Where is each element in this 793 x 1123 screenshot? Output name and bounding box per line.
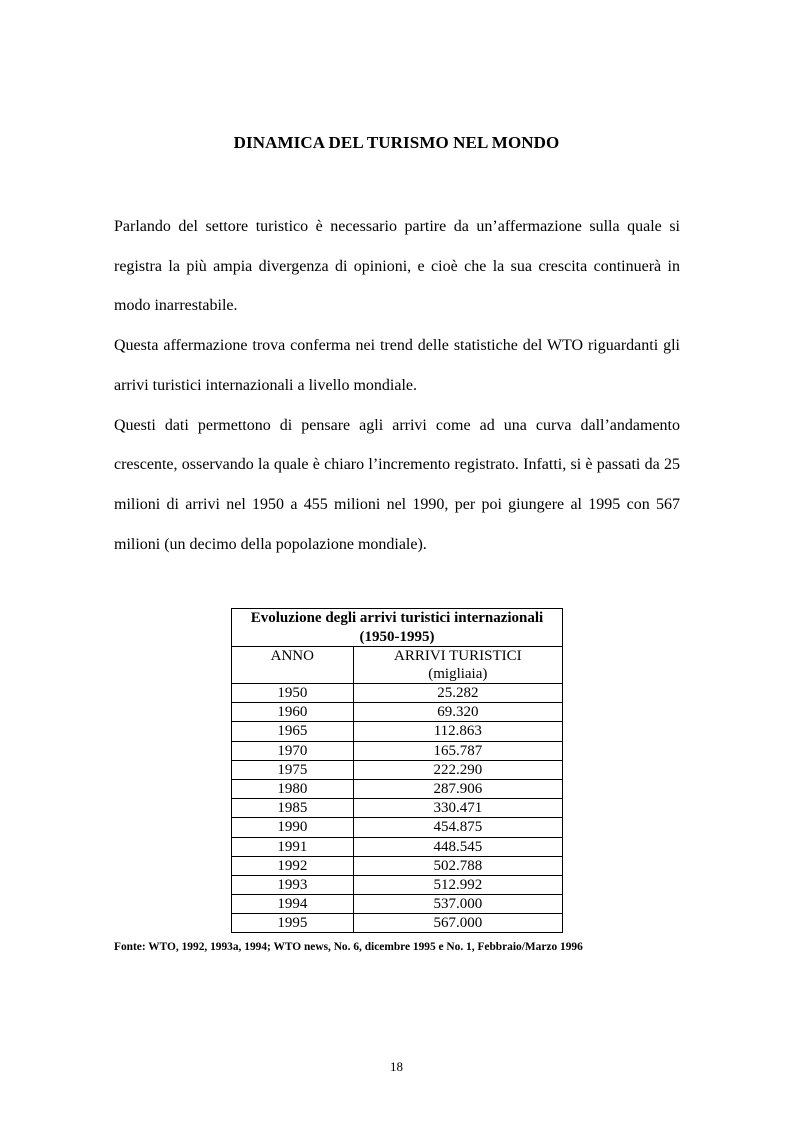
table-caption [232,609,563,647]
arrivals-cell: 222.290 [353,760,562,779]
column-header-year: ANNO [232,647,354,684]
arrivals-cell: 454.875 [353,818,562,837]
table-caption-period: (1950-1995) [359,628,435,645]
year-cell: 1995 [232,914,354,933]
paragraph-3: Questi dati permettono di pensare agli arrivi come ad una curva dall’andamento crescente, osservando la quale è chiaro l’incremento registrato. Infatti, si è passati da 25 milioni di arrivi nel 1950 a 455 milioni nel 1990, per poi giungere al 1995 con 567 milioni (un decimo della popolazione mondiale). [114,416,680,553]
year-cell: 1990 [232,818,354,837]
table-row [232,779,563,798]
table-row [232,895,563,914]
arrivals-cell: 112.863 [353,722,562,741]
arrivals-cell: 330.471 [353,799,562,818]
table-row [232,760,563,779]
year-cell: 1980 [232,779,354,798]
arrivals-cell: 25.282 [353,684,562,703]
year-cell: 1975 [232,760,354,779]
source-note: Fonte: WTO, 1992, 1993a, 1994; WTO news, No. 6, dicembre 1995 e No. 1, Febbraio/Marzo 1996 [114,941,583,953]
table-caption-title: Evoluzione degli arrivi turistici internazionali [250,610,544,626]
column-header-arrivals [353,647,562,684]
arrivals-cell: 512.992 [353,875,562,894]
year-cell: 1950 [232,684,354,703]
year-cell: 1965 [232,722,354,741]
arrivals-table-container [231,608,563,933]
table-row [232,875,563,894]
table-row [232,856,563,875]
arrivals-cell: 287.906 [353,779,562,798]
table-row [232,684,563,703]
arrivals-cell: 448.545 [353,837,562,856]
year-cell: 1960 [232,703,354,722]
table-row [232,818,563,837]
table-row [232,799,563,818]
year-cell: 1970 [232,741,354,760]
arrivals-cell: 537.000 [353,895,562,914]
arrivals-cell: 69.320 [353,703,562,722]
year-cell: 1985 [232,799,354,818]
paragraph-1: Parlando del settore turistico è necessario partire da un’affermazione sulla quale si registra la più ampia divergenza di opinioni, e cioè che la sua crescita continuerà in modo inarrestabile. [114,218,680,315]
page-number: 18 [390,1059,403,1074]
year-cell: 1993 [232,875,354,894]
body-text [114,207,680,564]
year-cell: 1992 [232,856,354,875]
column-header-arrivals-label: ARRIVI TURISTICI [393,648,522,664]
column-header-unit: (migliaia) [428,666,488,682]
page-title: DINAMICA DEL TURISMO NEL MONDO [233,133,560,152]
table-row [232,741,563,760]
arrivals-cell: 502.788 [353,856,562,875]
table-body [232,684,563,933]
table-caption-row [232,609,563,647]
arrivals-cell: 165.787 [353,741,562,760]
arrivals-table [231,608,563,933]
arrivals-cell: 567.000 [353,914,562,933]
year-cell: 1991 [232,837,354,856]
table-row [232,837,563,856]
table-header-row [232,647,563,684]
paragraph-2: Questa affermazione trova conferma nei trend delle statistiche del WTO riguardanti gli arrivi turistici internazionali a livello mondiale. [114,337,680,394]
year-cell: 1994 [232,895,354,914]
table-row [232,703,563,722]
table-row [232,722,563,741]
table-row [232,914,563,933]
